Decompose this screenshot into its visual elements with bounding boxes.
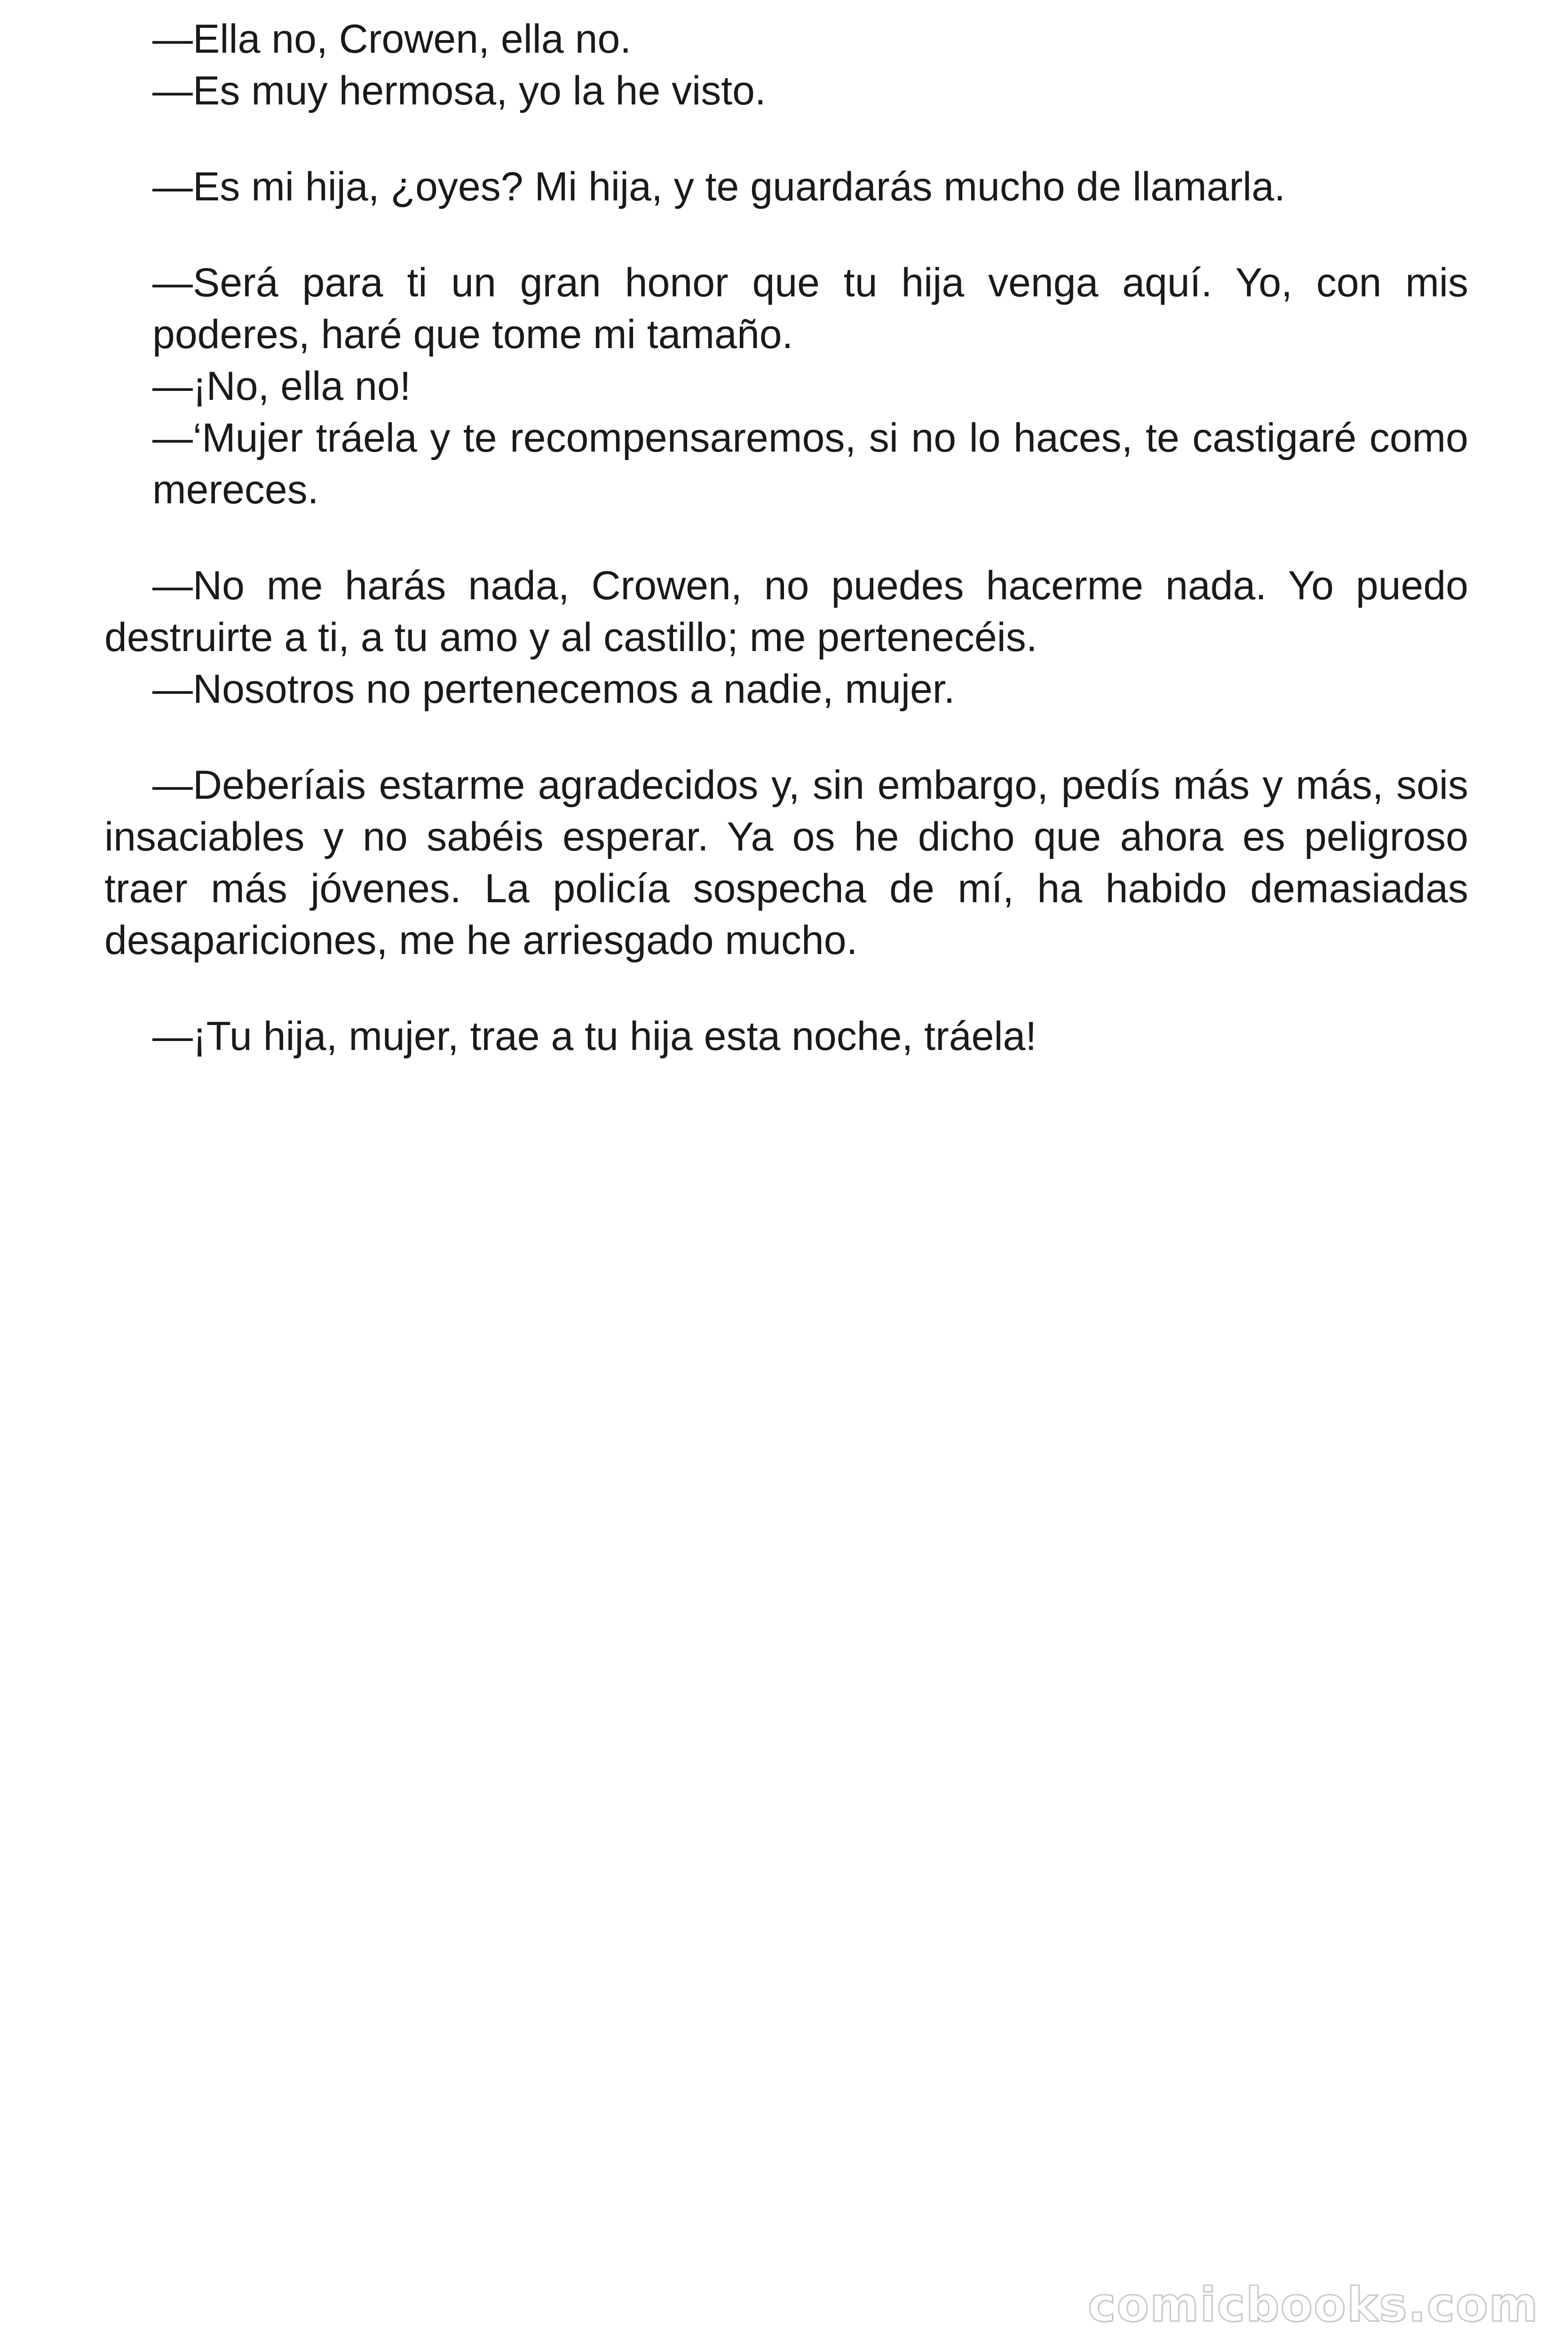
paragraph: —‘Mujer tráela y te recompensaremos, si no lo haces, te castigaré como mereces. xyxy=(152,415,1468,512)
paragraph: —Es mi hija, ¿oyes? Mi hija, y te guardarás mucho de llamarla. xyxy=(152,164,1285,209)
paragraph: —Ella no, Crowen, ella no. xyxy=(152,16,632,62)
paragraph: —Es muy hermosa, yo la he visto. xyxy=(152,68,766,113)
paragraph: —¡No, ella no! xyxy=(152,364,411,409)
watermark: comicbooks.com xyxy=(1088,2277,1539,2332)
paragraph: —Nosotros no pertenecemos a nadie, mujer. xyxy=(152,667,955,712)
paragraph: —No me harás nada, Crowen, no puedes hacerme nada. Yo puedo destruirte a ti, a tu amo y al castillo; me pertenecéis. xyxy=(104,563,1468,660)
text-block xyxy=(104,13,1468,1062)
paragraph: —Será para ti un gran honor que tu hija venga aquí. Yo, con mis poderes, haré que tome mi tamaño. xyxy=(152,260,1468,357)
paragraph: —¡Tu hija, mujer, trae a tu hija esta noche, tráela! xyxy=(152,1014,1037,1059)
paragraph: —Deberíais estarme agradecidos y, sin embargo, pedís más y más, sois insaciables y no sabéis esperar. Ya os he dicho que ahora es peligroso traer más jóvenes. La policía sospecha de mí, ha habido demasiadas desapariciones, me he arriesgado mucho. xyxy=(104,763,1468,963)
